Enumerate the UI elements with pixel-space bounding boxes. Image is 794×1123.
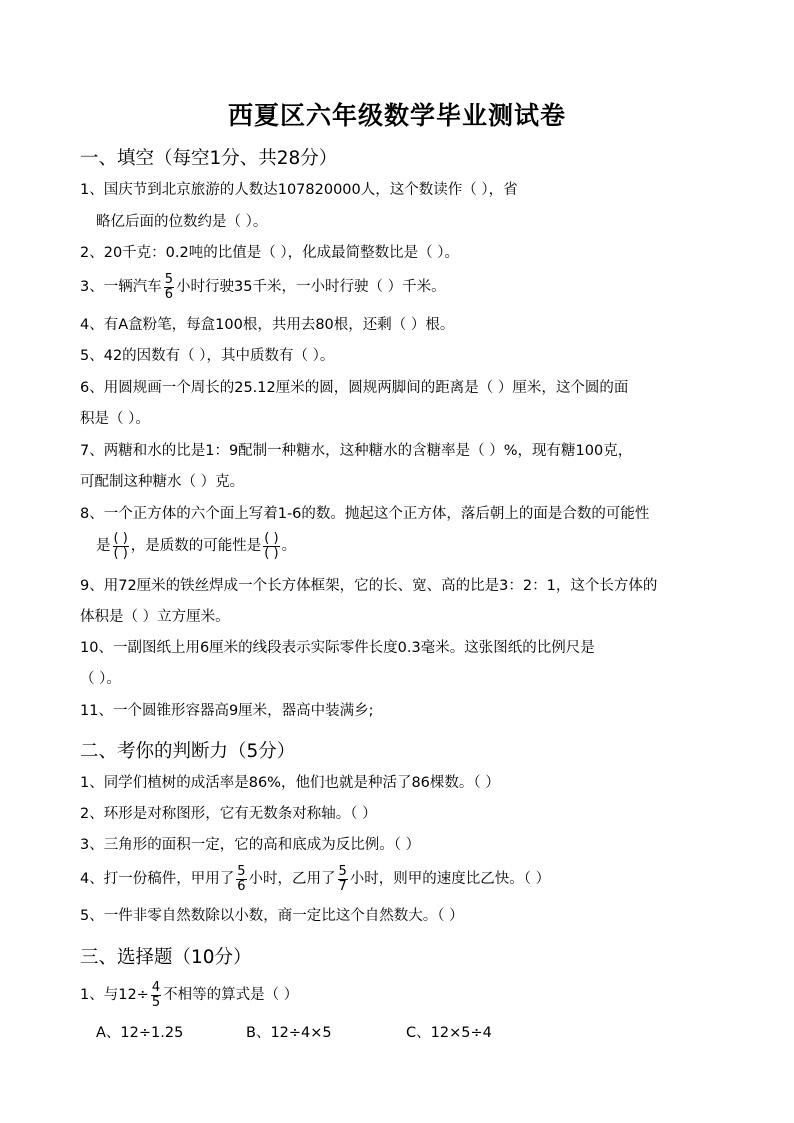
question-1-7a: 7、两糖和水的比是1：9配制一种糖水，这种糖水的含糖率是（ ）%，现有糖100克， bbox=[80, 443, 633, 459]
fraction bbox=[263, 532, 279, 561]
denominator: 5 bbox=[151, 994, 161, 1010]
section-2-heading: 二、考你的判断力（5分） bbox=[80, 741, 296, 762]
question-1-1a: 1、国庆节到北京旅游的人数达107820000人，这个数读作（ ），省 bbox=[80, 182, 518, 198]
fraction bbox=[164, 273, 174, 302]
numerator: 4 bbox=[151, 979, 161, 995]
question-1-8a: 8、一个正方体的六个面上写着1-6的数。抛起这个正方体，落后朝上的面是合数的可能性 bbox=[80, 506, 650, 522]
question-1-6b: 积是（ ）。 bbox=[80, 411, 150, 427]
q8-end: 。 bbox=[281, 538, 297, 554]
question-3-1 bbox=[80, 976, 298, 1014]
denominator: 6 bbox=[164, 286, 174, 302]
numerator: ( ) bbox=[264, 530, 279, 546]
question-2-2: 2、环形是对称图形，它有无数条对称轴。（ ） bbox=[80, 806, 377, 822]
q8-prefix: 是 bbox=[96, 538, 111, 554]
numerator: 5 bbox=[164, 271, 174, 287]
question-1-9b: 体积是（ ）立方厘米。 bbox=[80, 609, 230, 625]
q8-middle: ，是质数的可能性是 bbox=[130, 538, 262, 554]
question-1-1b: 略亿后面的位数约是（ ）。 bbox=[96, 214, 268, 230]
option-b: B、12÷4×5 bbox=[246, 1025, 332, 1041]
numerator: ( ) bbox=[113, 530, 128, 546]
question-2-1: 1、同学们植树的成活率是86%，他们也就是种活了86棵数。（ ） bbox=[80, 775, 500, 791]
question-1-7b: 可配制这种糖水（ ）克。 bbox=[80, 474, 245, 490]
option-a: A、12÷1.25 bbox=[96, 1025, 184, 1041]
question-1-9a: 9、用72厘米的铁丝焊成一个长方体框架，它的长、宽、高的比是3：2：1，这个长方体的 bbox=[80, 578, 658, 594]
question-1-4: 4、有A盒粉笔，每盒100根，共用去80根，还剩（ ）根。 bbox=[80, 317, 455, 333]
question-2-5: 5、一件非零自然数除以小数，商一定比这个自然数大。（ ） bbox=[80, 908, 464, 924]
question-1-10b: （ ）。 bbox=[80, 671, 121, 687]
question-1-11: 11、一个圆锥形容器高9厘米，器高中装满乡; bbox=[80, 703, 374, 719]
q3-prefix: 3、一辆汽车 bbox=[80, 279, 162, 295]
denominator: 7 bbox=[338, 878, 347, 894]
question-1-2: 2、20千克：0.2吨的比值是（ ），化成最简整数比是（ ）。 bbox=[80, 245, 459, 261]
fraction bbox=[236, 865, 246, 894]
section-3-heading: 三、选择题（10分） bbox=[80, 947, 252, 968]
question-1-6a: 6、用圆规画一个周长的25.12厘米的圆，圆规两脚间的距离是（ ）厘米，这个圆的面 bbox=[80, 380, 629, 396]
q3-1-suffix: 不相等的算式是（ ） bbox=[163, 987, 299, 1003]
q2-4-suffix: 小时，则甲的速度比乙快。（ ） bbox=[349, 871, 551, 887]
numerator: 5 bbox=[237, 863, 246, 879]
question-1-8b bbox=[96, 527, 296, 565]
q2-4-prefix: 4、打一份稿件，甲用了 bbox=[80, 871, 235, 887]
question-1-3 bbox=[80, 268, 446, 306]
q3-1-prefix: 1、与12÷ bbox=[80, 987, 149, 1003]
page-title: 西夏区六年级数学毕业测试卷 bbox=[227, 101, 566, 130]
denominator: ( ) bbox=[113, 545, 128, 561]
question-2-3: 3、三角形的面积一定，它的高和底成为反比例。（ ） bbox=[80, 837, 421, 853]
denominator: 6 bbox=[237, 878, 246, 894]
q2-4-middle: 小时，乙用了 bbox=[248, 871, 336, 887]
fraction bbox=[113, 532, 129, 561]
q3-suffix: 小时行驶35千米，一小时行驶（ ）千米。 bbox=[176, 279, 446, 295]
question-1-10a: 10、一副图纸上用6厘米的线段表示实际零件长度0.3毫米。这张图纸的比例尺是 bbox=[80, 640, 595, 656]
denominator: ( ) bbox=[264, 545, 279, 561]
question-2-4 bbox=[80, 860, 550, 898]
section-1-heading: 一、填空（每空1分、共28分） bbox=[80, 148, 338, 169]
numerator: 5 bbox=[338, 863, 347, 879]
option-c: C、12×5÷4 bbox=[406, 1025, 492, 1041]
question-1-5: 5、42的因数有（ ），其中质数有（ ）。 bbox=[80, 348, 335, 364]
fraction bbox=[338, 865, 348, 894]
fraction bbox=[151, 981, 161, 1010]
